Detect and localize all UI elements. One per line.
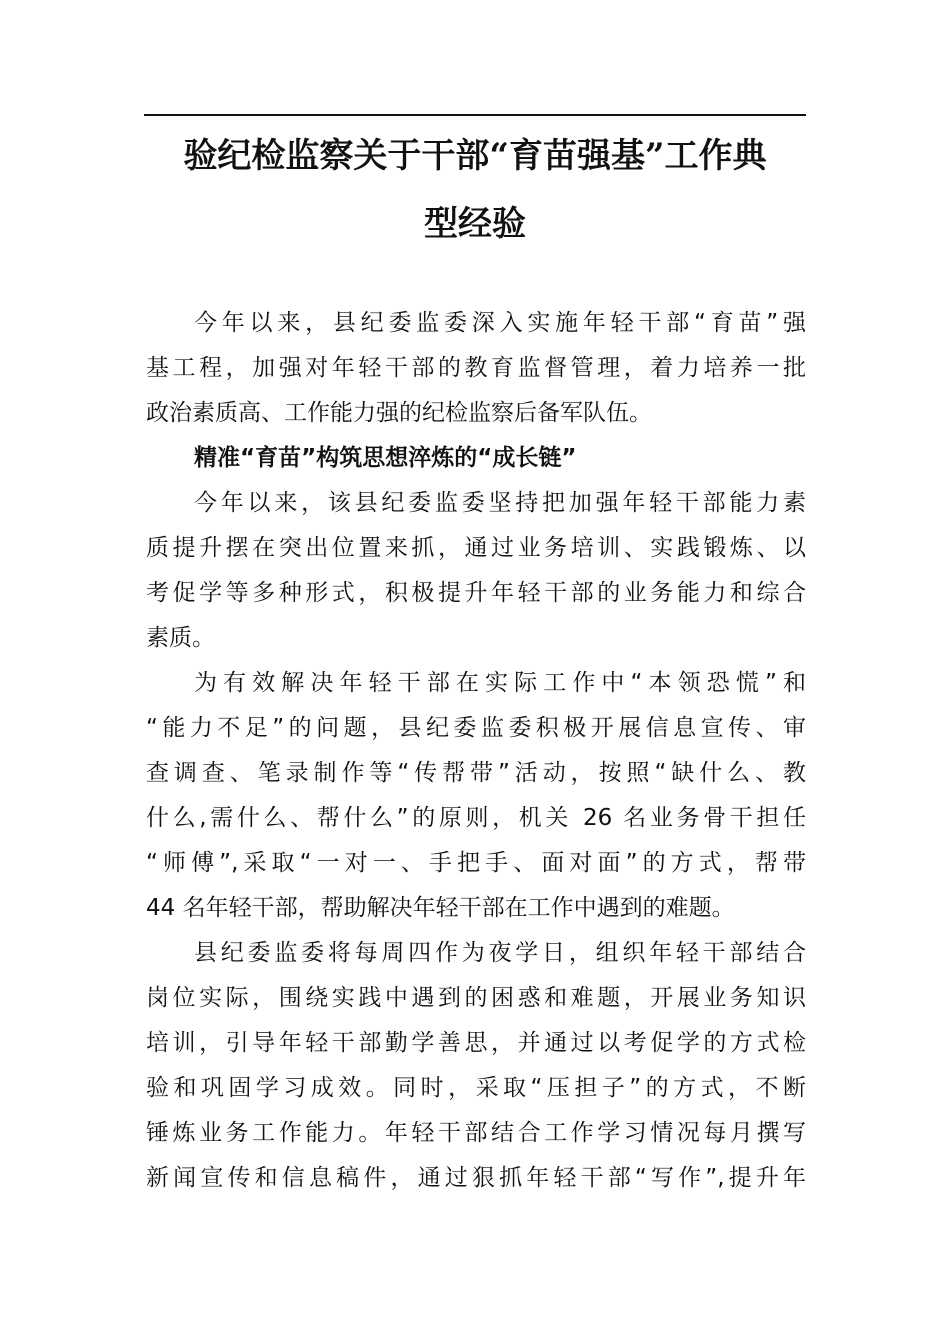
paragraph-3-line-5: “师傅”,采取“一对一、手把手、面对面”的方式，帮带: [146, 850, 806, 876]
paragraph-3-line-4: 什么,需什么、帮什么”的原则，机关 26 名业务骨干担任: [146, 805, 806, 831]
section-heading: 精准“育苗”构筑思想淬炼的“成长链”: [194, 445, 577, 471]
paragraph-2-line-1: 今年以来，该县纪委监委坚持把加强年轻干部能力素: [194, 490, 806, 516]
paragraph-4-line-6: 新闻宣传和信息稿件，通过狠抓年轻干部“写作”,提升年: [146, 1165, 806, 1191]
paragraph-4-line-4: 验和巩固学习成效。同时，采取“压担子”的方式，不断: [146, 1075, 806, 1101]
paragraph-2-line-2: 质提升摆在突出位置来抓，通过业务培训、实践锻炼、以: [146, 535, 806, 561]
paragraph-4-line-5: 锤炼业务工作能力。年轻干部结合工作学习情况每月撰写: [146, 1120, 806, 1146]
paragraph-3-line-1: 为有效解决年轻干部在实际工作中“本领恐慌”和: [194, 670, 806, 696]
paragraph-3-line-3: 查调查、笔录制作等“传帮带”活动，按照“缺什么、教: [146, 760, 806, 786]
paragraph-4-line-2: 岗位实际，围绕实践中遇到的困惑和难题，开展业务知识: [146, 985, 806, 1011]
paragraph-4-line-1: 县纪委监委将每周四作为夜学日，组织年轻干部结合: [194, 940, 806, 966]
header-rule: [144, 114, 806, 116]
paragraph-4-line-3: 培训，引导年轻干部勤学善思，并通过以考促学的方式检: [146, 1030, 806, 1056]
paragraph-3-line-6: 44 名年轻干部，帮助解决年轻干部在工作中遇到的难题。: [146, 895, 735, 921]
paragraph-1-line-1: 今年以来，县纪委监委深入实施年轻干部“育苗”强: [194, 310, 806, 336]
document-title-line-1: 验纪检监察关于干部“育苗强基”工作典: [183, 136, 767, 176]
paragraph-1-line-3: 政治素质高、工作能力强的纪检监察后备军队伍。: [146, 400, 652, 426]
paragraph-2-line-3: 考促学等多种形式，积极提升年轻干部的业务能力和综合: [146, 580, 806, 606]
paragraph-2-line-4: 素质。: [146, 625, 215, 651]
document-title-line-2: 型经验: [424, 204, 526, 244]
paragraph-1-line-2: 基工程，加强对年轻干部的教育监督管理，着力培养一批: [146, 355, 806, 381]
paragraph-3-line-2: “能力不足”的问题，县纪委监委积极开展信息宣传、审: [146, 715, 806, 741]
